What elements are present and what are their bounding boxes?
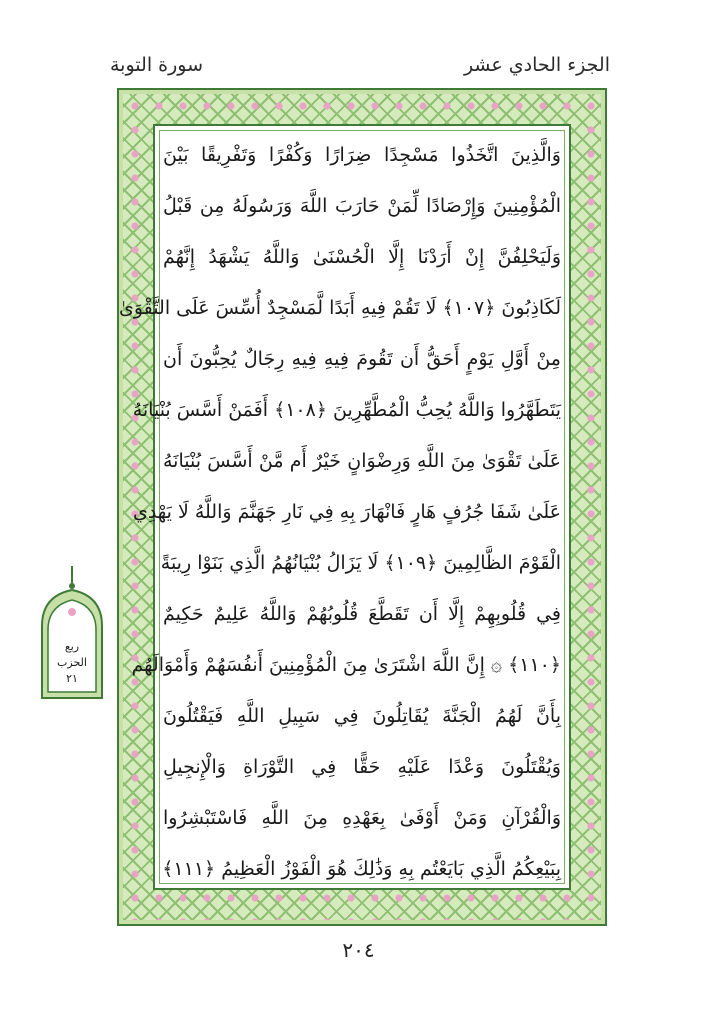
- verse-line-11: ﴿١١٠﴾ ۞ إِنَّ اللَّهَ اشْتَرَىٰ مِنَ الْمُؤْمِنِينَ أَنفُسَهُمْ وَأَمْوَالَهُم: [131, 654, 561, 676]
- marker-line-2: الحزب: [57, 656, 87, 669]
- verse-line-6: يَتَطَهَّرُوا وَاللَّهُ يُحِبُّ الْمُطَّهِّرِينَ ﴿١٠٨﴾ أَفَمَنْ أَسَّسَ بُنْيَانَهُ: [132, 399, 561, 421]
- verse-line-5: مِنْ أَوَّلِ يَوْمٍ أَحَقُّ أَن تَقُومَ فِيهِ فِيهِ رِجَالٌ يُحِبُّونَ أَن: [163, 348, 561, 370]
- hizb-quarter-marker: [39, 566, 105, 702]
- surah-title: سورة التوبة: [110, 54, 203, 76]
- verse-line-12: بِأَنَّ لَهُمُ الْجَنَّةَ يُقَاتِلُونَ فِي سَبِيلِ اللَّهِ فَيَقْتُلُونَ: [163, 705, 561, 727]
- verse-lines: [119, 136, 561, 880]
- ornamental-frame: [117, 88, 607, 926]
- verse-line-1: وَالَّذِينَ اتَّخَذُوا مَسْجِدًا ضِرَارًا وَكُفْرًا وَتَفْرِيقًا بَيْنَ: [163, 144, 561, 166]
- text-panel: [119, 124, 571, 890]
- verse-line-13: وَيُقْتَلُونَ وَعْدًا عَلَيْهِ حَقًّا فِي التَّوْرَاةِ وَالْإِنجِيلِ: [163, 756, 561, 778]
- verse-line-14: وَالْقُرْآنِ وَمَنْ أَوْفَىٰ بِعَهْدِهِ مِنَ اللَّهِ فَاسْتَبْشِرُوا: [163, 807, 561, 829]
- marker-line-1: ربع: [64, 640, 80, 653]
- verse-line-2: الْمُؤْمِنِينَ وَإِرْصَادًا لِّمَنْ حَارَبَ اللَّهَ وَرَسُولَهُ مِن قَبْلُ: [163, 195, 561, 217]
- page-header: [110, 54, 610, 88]
- page-number: ٢٠٤: [342, 938, 375, 962]
- verse-line-4: لَكَاذِبُونَ ﴿١٠٧﴾ لَا تَقُمْ فِيهِ أَبَدًا لَّمَسْجِدٌ أُسِّسَ عَلَى التَّقْوَىٰ: [119, 297, 561, 319]
- verse-line-10: فِي قُلُوبِهِمْ إِلَّا أَن تَقَطَّعَ قُلُوبُهُمْ وَاللَّهُ عَلِيمٌ حَكِيمٌ: [163, 603, 561, 625]
- verse-line-7: عَلَىٰ تَقْوَىٰ مِنَ اللَّهِ وَرِضْوَانٍ خَيْرٌ أَم مَّنْ أَسَّسَ بُنْيَانَهُ: [163, 450, 561, 472]
- marker-line-3: ٢١: [66, 672, 78, 685]
- verse-line-3: وَلَيَحْلِفُنَّ إِنْ أَرَدْنَا إِلَّا الْحُسْنَىٰ وَاللَّهُ يَشْهَدُ إِنَّهُمْ: [163, 246, 561, 268]
- juz-title: الجزء الحادي عشر: [463, 54, 610, 76]
- verse-line-9: الْقَوْمَ الظَّالِمِينَ ﴿١٠٩﴾ لَا يَزَالُ بُنْيَانُهُمُ الَّذِي بَنَوْا رِيبَةً: [160, 552, 561, 574]
- verse-line-15: بِبَيْعِكُمُ الَّذِي بَايَعْتُم بِهِ وَذَٰلِكَ هُوَ الْفَوْزُ الْعَظِيمُ ﴿١١١﴾: [162, 858, 561, 880]
- verse-line-8: عَلَىٰ شَفَا جُرُفٍ هَارٍ فَانْهَارَ بِهِ فِي نَارِ جَهَنَّمَ وَاللَّهُ لَا يَهْدِي: [133, 501, 561, 523]
